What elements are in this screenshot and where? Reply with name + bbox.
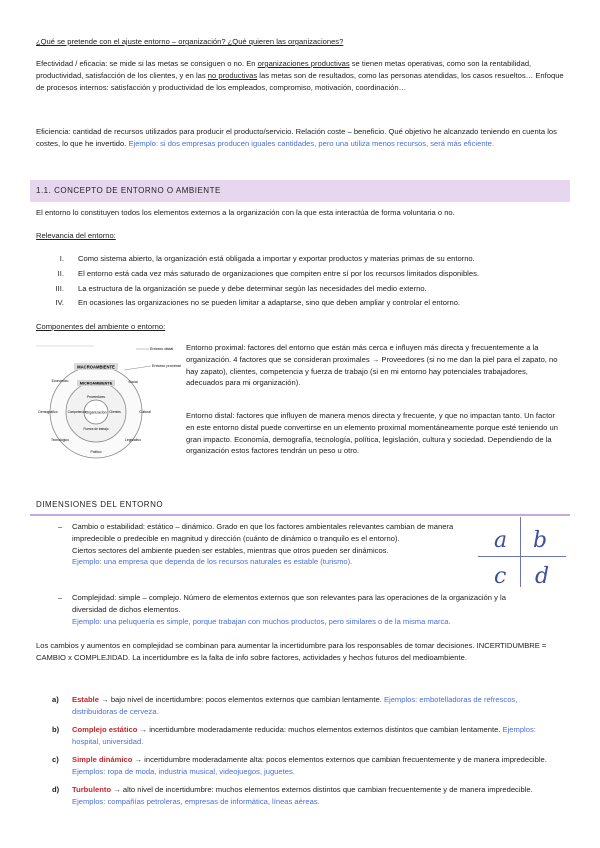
handwritten-a: a [494,528,508,553]
ring-economico: Económico [51,379,69,383]
dimension-change: Cambio o estabilidad: estático – dinámico. Grado en que los factores ambientales relevantes cambian de manera impredecible o predecible en magnitud y dirección (cuánto de dinámico o tranquilo es el entorno). Ciertos sectores del ambiente pueden ser estables, mientras que otros pueden ser dinámicos. Ejemplo: una empresa que dependa de los recursos naturales es estable (turismo). [72,522,454,567]
ring-politico: Político [90,450,102,454]
relevance-heading: Relevancia del entorno: [36,231,116,240]
macro-label: MACROAMBIENTE [77,364,115,370]
p1-text-b: organizaciones productivas [257,59,350,68]
relevance-item: IV. En ocasiones las organizaciones no se pueden limitar a adaptarse, sino que deben ampliar y controlar el entorno. [55,298,461,307]
inner-clientes: Clientes [109,410,121,414]
p2-text: Eficiencia: cantidad de recursos utilizados para producir el producto/servicio. Relación coste – beneficio. Qué objetivo he alcanzado teniendo en cuenta los costes, lo que he invertido. [36,127,557,148]
inner-proveedores: Proveedores [86,395,106,399]
environment-diagram [34,340,184,460]
p1-text-a: Efectividad / eficacia: se mide si las metas se consiguen o no. En [36,59,258,68]
handwritten-b: b [533,528,548,553]
proximal-text: Entorno proximal: factores del entorno que están más cerca e influyen más directa y frecuentemente a la organización. 4 factores que se consideran proximales → Proveedores (si no me dan la piel para el zapato, no hay zapato), clientes, competencia y fuerza de trabajo (si en mi entorno hay potenciales trabajadores, adecuados para mi organización). [186,343,558,388]
inner-competencia: Competencia [67,410,87,414]
bullet-dash: – [58,522,63,531]
handwritten-c: c [494,564,507,589]
proximal-label: Entorno proximal [152,364,181,368]
environment-definition: El entorno lo constituyen todos los elementos externos a la organización con la que esta interactúa de forma voluntaria o no. [36,208,455,217]
relevance-item: II. El entorno está cada vez más saturado de organizaciones que compiten entre sí por los recursos limitados disponibles. [57,269,480,278]
micro-label: MICROAMBIENTE [79,381,113,386]
p2-example: Ejemplo: si dos empresas producen iguales cantidades, pero una utiliza menos recursos, será más eficiente. [128,138,494,148]
handwritten-d: d [535,564,550,589]
inner-fuerza-trabajo: Fuerza de trabajo [83,427,109,431]
relevance-item: I. Como sistema abierto, la organización está obligada a importar y exportar productos y materias primas de su entorno. [59,254,475,263]
handwritten-vertical-line [520,517,521,587]
section2-title: DIMENSIONES DEL ENTORNO [36,500,164,509]
p1-text-d: no productivas [207,70,258,80]
question-heading: ¿Qué se pretende con el ajuste entorno – organización? ¿Qué quieren las organizaciones? [36,37,344,46]
p1-text-c: se tienen metas operativas, como son la rentabilidad, productividad, satisfacción de los clientes, y en las [36,59,532,80]
section2-rule [30,514,570,516]
effectiveness-paragraph [36,58,566,93]
ring-demografico: Demográfico [38,410,58,414]
ring-cultural: Cultural [139,410,151,414]
document-page: ¿Qué se pretende con el ajuste entorno – organización? ¿Qué quieren las organizaciones? Efectividad / eficacia: se mide si las metas se consiguen o no. En organizaciones productivas se tienen metas operativas, como son la rentabilidad, productividad, satisfacción de los clientes, y en las no productivas las metas son de resultados, como las personas atendidas, los casos resueltos… Enfoque de procesos internos: satisfacción y productividad de los empleados, compromiso, motivación, coordinación… Eficiencia: cantidad de recursos utilizados para producir el producto/servicio. Relación coste – beneficio. Qué objetivo he alcanzado teniendo en cuenta los costes, lo que he invertido. Ejemplo: si dos empresas producen iguales cantidades, pero una utiliza menos recursos, será más eficiente. 1.1. CONCEPTO DE ENTORNO O AMBIENTE El entorno lo constituyen todos los elementos externos a la organización con la que esta interactúa de forma voluntaria o no. Relevancia del entorno: I. Como sistema abierto, la organización está obligada a importar y exportar productos y materias primas de su entorno. II. El entorno está cada vez más saturado de organizaciones que compiten entre sí por los recursos limitados disponibles. III. La estructura de la organización se puede y debe determinar según las necesidades del medio externo. IV. En ocasiones las organizaciones no se pueden limitar a adaptarse, sino que deben ampliar y controlar el entorno. Componentes del ambiente o entorno: MACROAMBIENTE MICROAMBIENTE Organización Económico Social Demográfico Cultural Tecnológico Legislativo Político Proveedores Competencia Clientes Fuerza de trabajo Entorno distal Entorno proximal Entorno proximal: factores del entorno que están más cerca e influyen más directa y frecuentemente a la organización. 4 factores que se consideran proximales → Proveedores (si no me dan la piel para el zapato, no hay zapato), clientes, competencia y fuerza de trabajo (si en mi entorno hay potenciales trabajadores, adecuados para mi organización). Entorno distal: factores que influyen de manera menos directa y frecuente, y que no impactan tanto. Un factor en este entorno distal puede convertirse en un elemento proximal momentáneamente porque esté teniendo un gran impacto. Economía, demografía, tecnología, política, legislación, cultura y sociedad. Dependiendo de la organización estos factores tendrán un peso u otro. DIMENSIONES DEL ENTORNO – Cambio o estabilidad: estático – dinámico. Grado en que los factores ambientales relevantes cambian de manera impredecible o predecible en magnitud y dirección (cuánto de dinámico o tranquilo es el entorno). Ciertos sectores del ambiente pueden ser estables, mientras que otros pueden ser dinámicos. Ejemplo: una empresa que dependa de los recursos naturales es estable (turismo). – Complejidad: simple – complejo. Número de elementos externos que son relevantes para las operaciones de la organización y la diversidad de dichos elementos. Ejemplo: una peluquería es simple, porque trabajan con muchos productos, pero similares o de la misma marca. a b c d Los cambios y aumentos en complejidad se combinan para aumentar la incertidumbre para los responsables de tomar decisiones. INCERTIDUMBRE = CAMBIO x COMPLEJIDAD. La incertidumbre es la falta de info sobre factores, actividades y hechos futuros del medioambiente. a) Estable → bajo nivel de incertidumbre: pocos elementos externos que cambian lentamente. Ejemplos: embotelladoras de refrescos, distribuidoras de cerveza. b) Complejo estático → incertidumbre moderadamente reducida: muchos elementos externos distintos que cambian lentamente. Ejemplos: hospital, universidad. c) Simple dinámico → incertidumbre moderadamente alta: pocos elementos externos que cambian frecuentemente y de manera impredecible. Ejemplos: ropa de moda, industria musical, videojuegos, juguetes. d) Turbulento → alto nivel de incertidumbre: muchos elementos externos distintos que cambian frecuentemente y de manera impredecible. Ejemplos: compañías petroleras, empresas de informática, líneas aéreas. [0,0,600,848]
efficiency-paragraph [36,126,566,150]
distal-label: Entorno distal [150,347,174,351]
ring-social: Social [128,380,138,384]
components-heading: Componentes del ambiente o entorno: [36,322,166,331]
section1-title: 1.1. CONCEPTO DE ENTORNO O AMBIENTE [36,186,221,195]
ring-tecnologico: Tecnológico [51,438,69,442]
dimension-complexity: Complejidad: simple – complejo. Número de elementos externos que son relevantes para las operaciones de la organización y la diversidad de dichos elementos. Ejemplo: una peluquería es simple, porque trabajan con muchos productos, pero similares o de la misma marca. [72,593,506,626]
relevance-item: III. La estructura de la organización se puede y debe determinar según las necesidades del medio externo. [55,284,427,293]
handwritten-horizontal-line [478,556,566,557]
distal-text: Entorno distal: factores que influyen de manera menos directa y frecuente, y que no impactan tanto. Un factor en este entorno distal puede convertirse en un elemento proximal momentáneamente porque esté teniendo un gran impacto. Economía, demografía, tecnología, política, legislación, cultura y sociedad. Dependiendo de la organización estos factores tendrán un peso u otro. [186,411,558,456]
uncertainty-paragraph: Los cambios y aumentos en complejidad se combinan para aumentar la incertidumbre para los responsables de tomar decisiones. INCERTIDUMBRE = CAMBIO x COMPLEJIDAD. La incertidumbre es la falta de info sobre factores, actividades y hechos futuros del medioambiente. [36,641,547,662]
organization-label: Organización [85,410,107,415]
p1-text-e: las metas son de resultados, como las personas atendidas, los casos resueltos… Enfoque de procesos internos: satisfacción y productividad de los empleados, compromiso, motivación, coordinación… [36,70,564,92]
ring-legislativo: Legislativo [124,438,142,442]
bullet-dash: – [58,593,63,602]
